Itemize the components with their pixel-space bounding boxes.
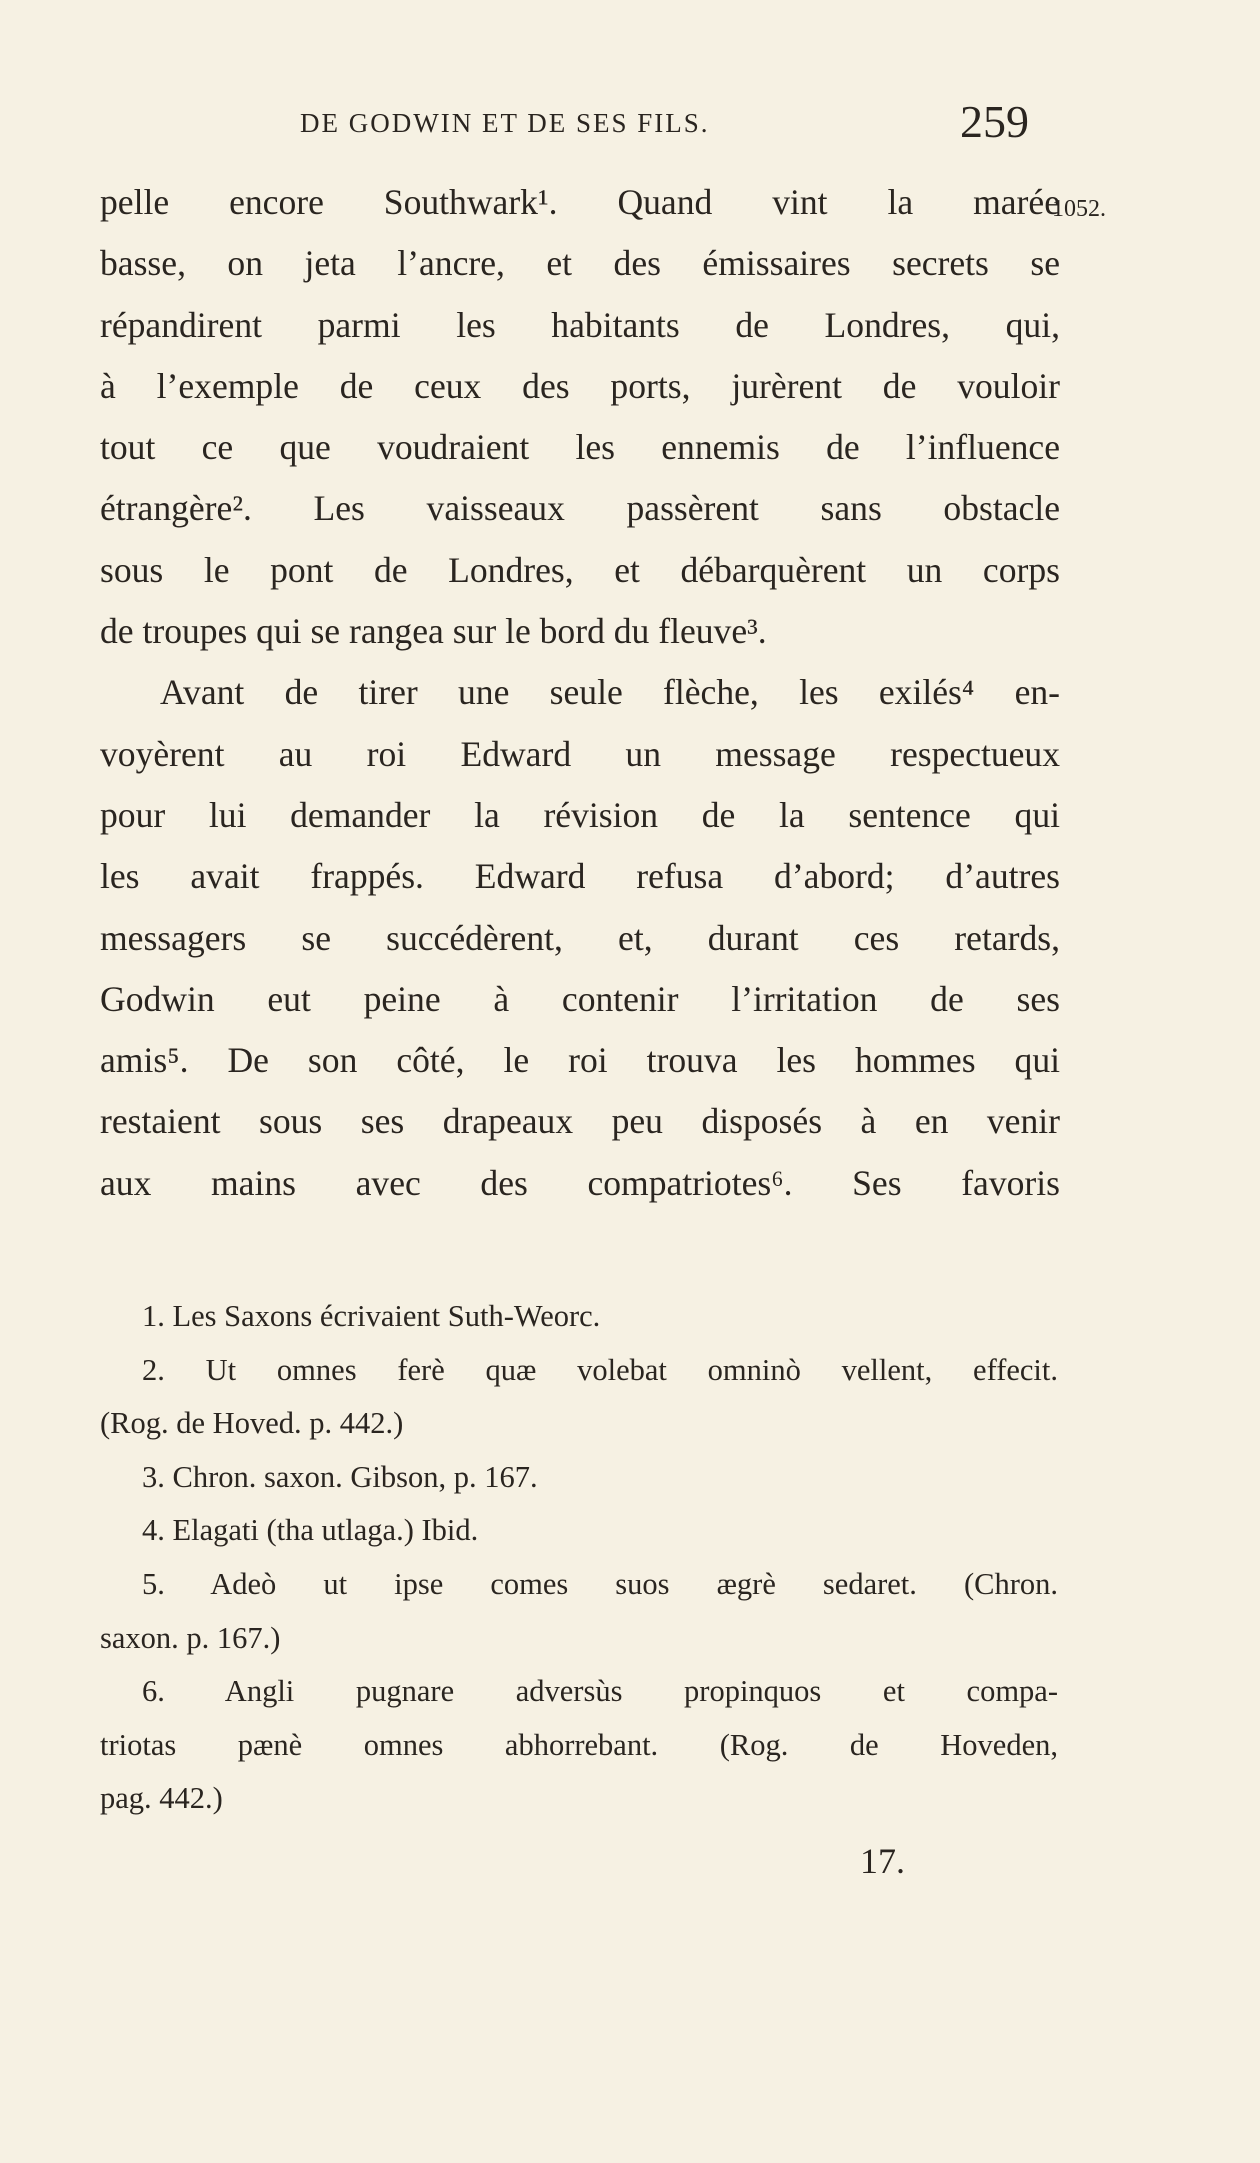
footnote-line: 5. Adeò ut ipse comes suos ægrè sedaret. (Chron. bbox=[142, 1566, 1058, 1601]
signature-mark: 17. bbox=[860, 1841, 905, 1881]
text-line: à l’exemple de ceux des ports, jurèrent de vouloir bbox=[100, 365, 1060, 406]
text-line: amis⁵. De son côté, le roi trouva les hommes qui bbox=[100, 1040, 1060, 1081]
text-line: basse, on jeta l’ancre, et des émissaires secrets se bbox=[100, 243, 1060, 284]
footnote-line: triotas pænè omnes abhorrebant. (Rog. de Hoveden, bbox=[100, 1727, 1058, 1762]
page-number: 259 bbox=[960, 96, 1029, 147]
text-line: Godwin eut peine à contenir l’irritation de ses bbox=[100, 978, 1060, 1019]
text-line: répandirent parmi les habitants de Londres, qui, bbox=[100, 304, 1060, 345]
text-line: messagers se succédèrent, et, durant ces retards, bbox=[100, 917, 1060, 958]
footnote-line: saxon. p. 167.) bbox=[100, 1620, 281, 1655]
footnote-line: 4. Elagati (tha utlaga.) Ibid. bbox=[142, 1513, 479, 1548]
text-line: tout ce que voudraient les ennemis de l’influence bbox=[100, 427, 1060, 468]
text-line: de troupes qui se rangea sur le bord du fleuve³. bbox=[100, 611, 767, 652]
text-line: pour lui demander la révision de la sentence qui bbox=[100, 794, 1060, 835]
text-line: les avait frappés. Edward refusa d’abord; d’autres bbox=[100, 856, 1060, 897]
text-line: Avant de tirer une seule flèche, les exilés⁴ en- bbox=[160, 672, 1060, 713]
text-line: restaient sous ses drapeaux peu disposés à en venir bbox=[100, 1101, 1060, 1142]
text-line: étrangère². Les vaisseaux passèrent sans obstacle bbox=[100, 488, 1060, 529]
text-line: aux mains avec des compatriotes⁶. Ses favoris bbox=[100, 1162, 1060, 1203]
text-line: sous le pont de Londres, et débarquèrent un corps bbox=[100, 549, 1060, 590]
main-text bbox=[100, 172, 1060, 1214]
footnote-line: 2. Ut omnes ferè quæ volebat omninò vellent, effecit. bbox=[142, 1352, 1058, 1387]
margin-year: 1052. bbox=[1052, 196, 1106, 222]
text-line: pelle encore Southwark¹. Quand vint la marée bbox=[100, 182, 1060, 222]
footnote-line: 3. Chron. saxon. Gibson, p. 167. bbox=[142, 1459, 538, 1494]
footnote-line: pag. 442.) bbox=[100, 1781, 223, 1816]
text-line: voyèrent au roi Edward un message respectueux bbox=[100, 733, 1060, 774]
footnote-line: (Rog. de Hoved. p. 442.) bbox=[100, 1406, 404, 1441]
footnote-line: 1. Les Saxons écrivaient Suth-Weorc. bbox=[142, 1299, 601, 1333]
running-header: DE GODWIN ET DE SES FILS. bbox=[300, 108, 710, 138]
footnotes bbox=[100, 1290, 1058, 1826]
footnote-line: 6. Angli pugnare adversùs propinquos et compa- bbox=[142, 1674, 1058, 1709]
